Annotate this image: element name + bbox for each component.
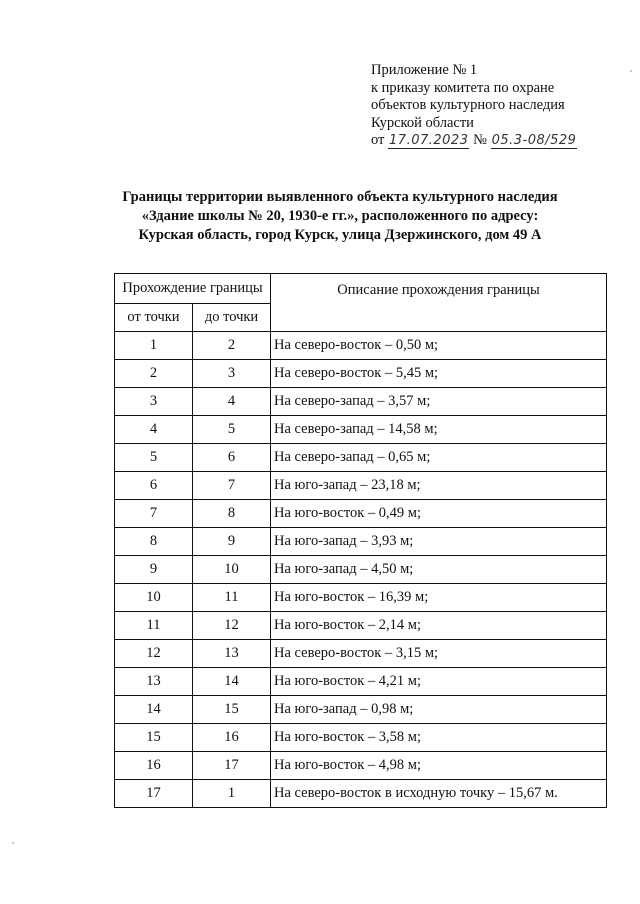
from-label: от [371, 132, 385, 148]
cell-description: На юго-восток – 4,21 м; [271, 668, 607, 696]
cell-description: На северо-восток – 3,15 м; [271, 640, 607, 668]
cell-from: 6 [115, 472, 193, 500]
appendix-line: к приказу комитета по охране [371, 79, 555, 96]
cell-from: 12 [115, 640, 193, 668]
cell-description: На юго-восток – 3,58 м; [271, 724, 607, 752]
cell-description: На юго-восток – 0,49 м; [271, 500, 607, 528]
cell-to: 7 [193, 472, 271, 500]
cell-to: 2 [193, 332, 271, 360]
cell-to: 17 [193, 752, 271, 780]
cell-to: 12 [193, 612, 271, 640]
table-row [115, 752, 607, 780]
cell-from: 7 [115, 500, 193, 528]
order-number: 05.3-08/529 [491, 133, 577, 148]
header-from: от точки [115, 304, 193, 332]
cell-description: На юго-запад – 23,18 м; [271, 472, 607, 500]
cell-description: На юго-запад – 0,98 м; [271, 696, 607, 724]
table-row [115, 528, 607, 556]
cell-to: 6 [193, 444, 271, 472]
cell-description: На северо-запад – 3,57 м; [271, 388, 607, 416]
cell-to: 10 [193, 556, 271, 584]
cell-description: На юго-запад – 4,50 м; [271, 556, 607, 584]
table-header-row [115, 274, 607, 304]
cell-description: На северо-запад – 14,58 м; [271, 416, 607, 444]
boundary-table [114, 273, 607, 808]
table-row [115, 780, 607, 808]
cell-to: 11 [193, 584, 271, 612]
document-title [60, 188, 620, 245]
cell-description: На юго-восток – 16,39 м; [271, 584, 607, 612]
cell-to: 13 [193, 640, 271, 668]
table-row [115, 472, 607, 500]
title-line: Границы территории выявленного объекта культурного наследия [122, 189, 558, 205]
table-row [115, 640, 607, 668]
table-row [115, 416, 607, 444]
cell-description: На северо-восток – 5,45 м; [271, 360, 607, 388]
cell-from: 3 [115, 388, 193, 416]
cell-description: На юго-восток – 2,14 м; [271, 612, 607, 640]
cell-to: 4 [193, 388, 271, 416]
cell-description: На юго-восток – 4,98 м; [271, 752, 607, 780]
order-date: 17.07.2023 [389, 133, 469, 148]
cell-to: 5 [193, 416, 271, 444]
cell-from: 16 [115, 752, 193, 780]
cell-to: 9 [193, 528, 271, 556]
cell-description: На юго-запад – 3,93 м; [271, 528, 607, 556]
cell-from: 15 [115, 724, 193, 752]
cell-to: 3 [193, 360, 271, 388]
table-row [115, 724, 607, 752]
cell-from: 17 [115, 780, 193, 808]
header-description: Описание прохождения границы [271, 274, 607, 332]
cell-to: 16 [193, 724, 271, 752]
cell-from: 9 [115, 556, 193, 584]
scan-speck [630, 70, 632, 72]
appendix-line: Курской области [371, 114, 474, 131]
cell-description: На северо-восток – 0,50 м; [271, 332, 607, 360]
cell-description: На северо-запад – 0,65 м; [271, 444, 607, 472]
cell-from: 14 [115, 696, 193, 724]
table-row [115, 332, 607, 360]
cell-from: 13 [115, 668, 193, 696]
cell-from: 11 [115, 612, 193, 640]
cell-from: 1 [115, 332, 193, 360]
table-row [115, 584, 607, 612]
scan-speck [12, 842, 14, 844]
title-line: «Здание школы № 20, 1930-е гг.», расположенного по адресу: [141, 208, 539, 224]
table-row [115, 696, 607, 724]
cell-to: 14 [193, 668, 271, 696]
table-row [115, 556, 607, 584]
table-row [115, 388, 607, 416]
cell-from: 2 [115, 360, 193, 388]
appendix-line: объектов культурного наследия [371, 97, 565, 113]
cell-from: 8 [115, 528, 193, 556]
cell-to: 15 [193, 696, 271, 724]
table-row [115, 360, 607, 388]
cell-from: 10 [115, 584, 193, 612]
cell-from: 5 [115, 444, 193, 472]
cell-to: 8 [193, 500, 271, 528]
header-passage: Прохождение границы [115, 274, 271, 304]
table-row [115, 444, 607, 472]
table-row [115, 668, 607, 696]
appendix-title: Приложение № 1 [371, 62, 478, 78]
cell-description: На северо-восток в исходную точку – 15,67 м. [271, 780, 607, 808]
table-body [115, 332, 607, 808]
title-line: Курская область, город Курск, улица Дзержинского, дом 49 А [138, 227, 542, 243]
cell-from: 4 [115, 416, 193, 444]
appendix-block [371, 62, 633, 150]
table-row [115, 612, 607, 640]
cell-to: 1 [193, 780, 271, 808]
appendix-date-line [371, 132, 633, 150]
header-to: до точки [193, 304, 271, 332]
number-label: № [473, 132, 487, 148]
table-row [115, 500, 607, 528]
